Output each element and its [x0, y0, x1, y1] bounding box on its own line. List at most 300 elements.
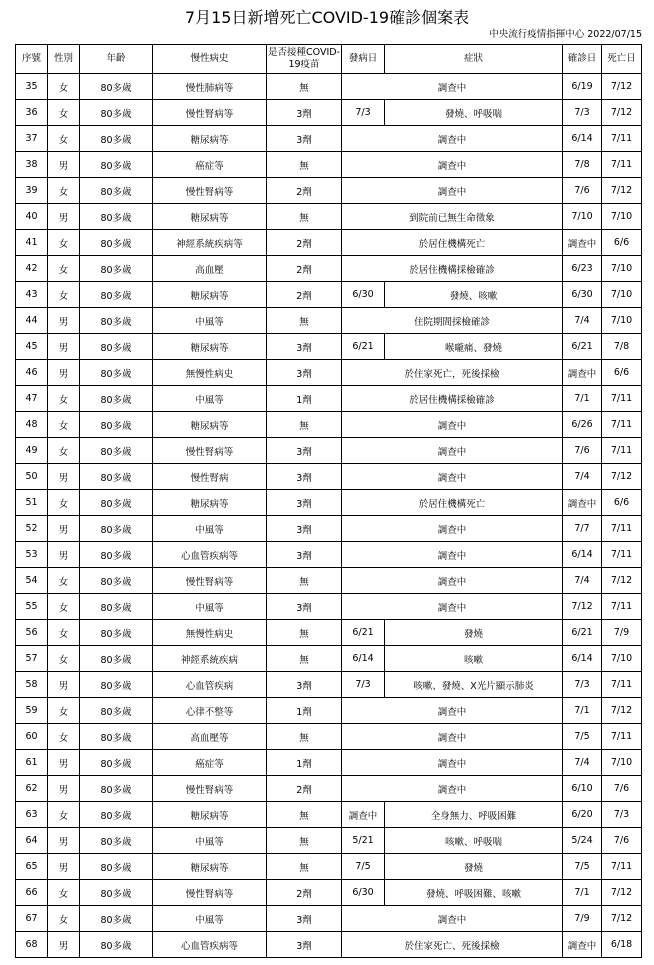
table-row	[16, 100, 642, 126]
cell-symptom: 調查中	[342, 750, 563, 776]
cell-no: 43	[16, 282, 48, 308]
cell-no: 51	[16, 490, 48, 516]
cell-sex: 男	[48, 542, 80, 568]
cell-death: 7/10	[602, 750, 642, 776]
cell-age: 80多歲	[80, 204, 153, 230]
cell-vaccine: 無	[267, 204, 342, 230]
cell-sex: 男	[48, 204, 80, 230]
table-row	[16, 724, 642, 750]
cell-no: 66	[16, 880, 48, 906]
cell-sex: 男	[48, 750, 80, 776]
header-age: 年齡	[80, 45, 153, 74]
cell-symptom: 調查中	[342, 464, 563, 490]
cell-death: 7/12	[602, 74, 642, 100]
cell-confirm: 7/4	[563, 750, 602, 776]
cell-age: 80多歲	[80, 360, 153, 386]
case-table	[15, 44, 642, 958]
cell-age: 80多歲	[80, 412, 153, 438]
cell-confirm: 7/7	[563, 516, 602, 542]
table-row	[16, 308, 642, 334]
table-header-row	[16, 45, 642, 74]
cell-confirm: 6/21	[563, 620, 602, 646]
cell-symptom: 到院前已無生命徵象	[342, 204, 563, 230]
cell-vaccine: 無	[267, 620, 342, 646]
cell-vaccine: 2劑	[267, 776, 342, 802]
cell-no: 57	[16, 646, 48, 672]
cell-death: 7/9	[602, 620, 642, 646]
cell-death: 7/11	[602, 594, 642, 620]
cell-no: 36	[16, 100, 48, 126]
cell-history: 心血管疾病等	[153, 542, 267, 568]
cell-age: 80多歲	[80, 100, 153, 126]
table-row	[16, 126, 642, 152]
cell-history: 慢性腎病等	[153, 100, 267, 126]
table-row	[16, 334, 642, 360]
cell-sex: 女	[48, 594, 80, 620]
cell-onset: 7/5	[342, 854, 385, 880]
table-row	[16, 854, 642, 880]
cell-sex: 男	[48, 334, 80, 360]
cell-history: 神經系統疾病等	[153, 230, 267, 256]
cell-history: 高血壓等	[153, 724, 267, 750]
cell-vaccine: 1劑	[267, 698, 342, 724]
cell-confirm: 6/26	[563, 412, 602, 438]
cell-confirm: 7/1	[563, 698, 602, 724]
cell-symptom: 調查中	[342, 74, 563, 100]
cell-age: 80多歲	[80, 828, 153, 854]
cell-history: 心血管疾病等	[153, 932, 267, 958]
cell-age: 80多歲	[80, 594, 153, 620]
cell-confirm: 6/21	[563, 334, 602, 360]
cell-no: 54	[16, 568, 48, 594]
cell-confirm: 7/12	[563, 594, 602, 620]
table-row	[16, 516, 642, 542]
cell-no: 39	[16, 178, 48, 204]
cell-onset: 調查中	[342, 802, 385, 828]
header-confirm: 確診日	[563, 45, 602, 74]
table-row	[16, 360, 642, 386]
cell-age: 80多歲	[80, 256, 153, 282]
cell-sex: 女	[48, 568, 80, 594]
table-row	[16, 906, 642, 932]
cell-age: 80多歲	[80, 386, 153, 412]
cell-no: 35	[16, 74, 48, 100]
cell-history: 無慢性病史	[153, 360, 267, 386]
cell-confirm: 7/6	[563, 178, 602, 204]
cell-sex: 女	[48, 906, 80, 932]
header-symptom: 症狀	[385, 45, 563, 74]
cell-no: 41	[16, 230, 48, 256]
cell-age: 80多歲	[80, 906, 153, 932]
cell-symptom: 發燒、呼吸喘	[385, 100, 563, 126]
cell-vaccine: 3劑	[267, 542, 342, 568]
cell-death: 7/10	[602, 256, 642, 282]
cell-vaccine: 3劑	[267, 516, 342, 542]
cell-vaccine: 3劑	[267, 360, 342, 386]
cell-onset: 6/14	[342, 646, 385, 672]
cell-history: 高血壓	[153, 256, 267, 282]
cell-confirm: 7/4	[563, 568, 602, 594]
cell-sex: 女	[48, 100, 80, 126]
cell-death: 7/12	[602, 100, 642, 126]
cell-symptom: 住院期間採檢確診	[342, 308, 563, 334]
cell-age: 80多歲	[80, 880, 153, 906]
cell-age: 80多歲	[80, 152, 153, 178]
cell-sex: 女	[48, 74, 80, 100]
cell-death: 7/8	[602, 334, 642, 360]
cell-no: 42	[16, 256, 48, 282]
cell-onset: 6/30	[342, 282, 385, 308]
cell-no: 67	[16, 906, 48, 932]
cell-death: 7/12	[602, 698, 642, 724]
cell-no: 62	[16, 776, 48, 802]
cell-sex: 男	[48, 464, 80, 490]
cell-no: 58	[16, 672, 48, 698]
cell-sex: 男	[48, 672, 80, 698]
cell-confirm: 調查中	[563, 490, 602, 516]
table-row	[16, 412, 642, 438]
cell-sex: 男	[48, 152, 80, 178]
cell-history: 心血管疾病	[153, 672, 267, 698]
cell-age: 80多歲	[80, 542, 153, 568]
cell-vaccine: 無	[267, 568, 342, 594]
cell-confirm: 7/9	[563, 906, 602, 932]
cell-sex: 女	[48, 880, 80, 906]
cell-onset: 5/21	[342, 828, 385, 854]
cell-death: 7/11	[602, 672, 642, 698]
cell-no: 46	[16, 360, 48, 386]
cell-history: 慢性腎病等	[153, 568, 267, 594]
cell-onset: 6/21	[342, 620, 385, 646]
table-row	[16, 750, 642, 776]
table-row	[16, 204, 642, 230]
header-onset: 發病日	[342, 45, 385, 74]
cell-vaccine: 3劑	[267, 672, 342, 698]
cell-death: 6/6	[602, 360, 642, 386]
table-row	[16, 178, 642, 204]
cell-history: 糖尿病等	[153, 490, 267, 516]
table-body	[16, 74, 642, 958]
cell-sex: 女	[48, 490, 80, 516]
cell-confirm: 7/5	[563, 724, 602, 750]
cell-confirm: 6/23	[563, 256, 602, 282]
cell-symptom: 調查中	[342, 906, 563, 932]
cell-vaccine: 1劑	[267, 750, 342, 776]
table-row	[16, 542, 642, 568]
cell-sex: 男	[48, 776, 80, 802]
cell-age: 80多歲	[80, 932, 153, 958]
cell-vaccine: 無	[267, 646, 342, 672]
cell-death: 7/11	[602, 126, 642, 152]
cell-confirm: 6/10	[563, 776, 602, 802]
table-row	[16, 594, 642, 620]
cell-sex: 女	[48, 282, 80, 308]
table-row	[16, 152, 642, 178]
cell-no: 59	[16, 698, 48, 724]
cell-sex: 女	[48, 620, 80, 646]
cell-sex: 女	[48, 698, 80, 724]
source-date: 中央流行疫情指揮中心 2022/07/15	[489, 29, 642, 40]
cell-history: 無慢性病史	[153, 620, 267, 646]
cell-age: 80多歲	[80, 776, 153, 802]
cell-confirm: 6/30	[563, 282, 602, 308]
header-vaccine: 是否接種COVID-19疫苗	[267, 45, 342, 74]
cell-history: 慢性腎病等	[153, 178, 267, 204]
cell-no: 52	[16, 516, 48, 542]
cell-no: 56	[16, 620, 48, 646]
cell-history: 心律不整等	[153, 698, 267, 724]
cell-symptom: 於居住機構死亡	[342, 490, 563, 516]
cell-onset: 7/3	[342, 100, 385, 126]
cell-symptom: 調查中	[342, 178, 563, 204]
cell-symptom: 於居住機構死亡	[342, 230, 563, 256]
table-row	[16, 646, 642, 672]
cell-vaccine: 3劑	[267, 126, 342, 152]
cell-symptom: 調查中	[342, 438, 563, 464]
cell-age: 80多歲	[80, 178, 153, 204]
cell-history: 糖尿病等	[153, 802, 267, 828]
cell-no: 48	[16, 412, 48, 438]
cell-age: 80多歲	[80, 516, 153, 542]
cell-death: 7/11	[602, 386, 642, 412]
cell-confirm: 7/3	[563, 672, 602, 698]
header-no: 序號	[16, 45, 48, 74]
cell-age: 80多歲	[80, 672, 153, 698]
table-row	[16, 932, 642, 958]
cell-history: 慢性腎病等	[153, 880, 267, 906]
cell-history: 糖尿病等	[153, 854, 267, 880]
cell-age: 80多歲	[80, 74, 153, 100]
cell-death: 7/11	[602, 412, 642, 438]
cell-symptom: 於居住機構採檢確診	[342, 256, 563, 282]
table-row	[16, 282, 642, 308]
cell-death: 7/10	[602, 282, 642, 308]
cell-no: 63	[16, 802, 48, 828]
table-row	[16, 776, 642, 802]
cell-no: 60	[16, 724, 48, 750]
cell-death: 7/12	[602, 880, 642, 906]
cell-no: 68	[16, 932, 48, 958]
cell-no: 40	[16, 204, 48, 230]
cell-vaccine: 3劑	[267, 464, 342, 490]
cell-onset: 6/21	[342, 334, 385, 360]
cell-symptom: 調查中	[342, 412, 563, 438]
cell-vaccine: 無	[267, 828, 342, 854]
cell-sex: 男	[48, 308, 80, 334]
cell-history: 中風等	[153, 906, 267, 932]
cell-death: 7/11	[602, 152, 642, 178]
cell-no: 37	[16, 126, 48, 152]
cell-symptom: 調查中	[342, 594, 563, 620]
table-row	[16, 568, 642, 594]
cell-death: 6/6	[602, 230, 642, 256]
cell-vaccine: 無	[267, 152, 342, 178]
header-history: 慢性病史	[153, 45, 267, 74]
cell-vaccine: 無	[267, 308, 342, 334]
cell-no: 49	[16, 438, 48, 464]
cell-no: 53	[16, 542, 48, 568]
cell-vaccine: 2劑	[267, 178, 342, 204]
cell-age: 80多歲	[80, 464, 153, 490]
cell-symptom: 發燒、咳嗽	[385, 282, 563, 308]
cell-age: 80多歲	[80, 620, 153, 646]
cell-onset: 7/3	[342, 672, 385, 698]
cell-onset: 6/30	[342, 880, 385, 906]
cell-vaccine: 無	[267, 854, 342, 880]
cell-history: 中風等	[153, 594, 267, 620]
cell-no: 38	[16, 152, 48, 178]
cell-sex: 男	[48, 516, 80, 542]
cell-confirm: 7/1	[563, 386, 602, 412]
cell-symptom: 咳嗽、呼吸喘	[385, 828, 563, 854]
cell-history: 中風等	[153, 516, 267, 542]
cell-age: 80多歲	[80, 334, 153, 360]
cell-history: 神經系統疾病	[153, 646, 267, 672]
page-title: 7月15日新增死亡COVID-19確診個案表	[184, 8, 470, 27]
cell-vaccine: 無	[267, 412, 342, 438]
cell-confirm: 7/4	[563, 464, 602, 490]
cell-sex: 男	[48, 854, 80, 880]
cell-symptom: 調查中	[342, 776, 563, 802]
cell-death: 7/12	[602, 906, 642, 932]
cell-death: 7/10	[602, 204, 642, 230]
cell-confirm: 6/14	[563, 646, 602, 672]
cell-symptom: 調查中	[342, 698, 563, 724]
cell-no: 65	[16, 854, 48, 880]
cell-age: 80多歲	[80, 282, 153, 308]
header-sex: 性別	[48, 45, 80, 74]
cell-confirm: 7/1	[563, 880, 602, 906]
cell-death: 7/6	[602, 776, 642, 802]
header-death: 死亡日	[602, 45, 642, 74]
cell-death: 7/12	[602, 178, 642, 204]
cell-sex: 女	[48, 724, 80, 750]
table-row	[16, 230, 642, 256]
cell-vaccine: 3劑	[267, 438, 342, 464]
cell-confirm: 7/5	[563, 854, 602, 880]
cell-symptom: 全身無力、呼吸困難	[385, 802, 563, 828]
cell-history: 慢性腎病等	[153, 776, 267, 802]
cell-history: 癌症等	[153, 152, 267, 178]
table-row	[16, 256, 642, 282]
cell-vaccine: 2劑	[267, 256, 342, 282]
table-row	[16, 698, 642, 724]
cell-sex: 男	[48, 932, 80, 958]
cell-death: 7/6	[602, 828, 642, 854]
cell-vaccine: 無	[267, 724, 342, 750]
cell-confirm: 5/24	[563, 828, 602, 854]
cell-sex: 女	[48, 412, 80, 438]
cell-age: 80多歲	[80, 438, 153, 464]
cell-symptom: 於住家死亡、死後採檢	[342, 932, 563, 958]
cell-confirm: 7/3	[563, 100, 602, 126]
table-row	[16, 386, 642, 412]
cell-vaccine: 無	[267, 802, 342, 828]
cell-vaccine: 3劑	[267, 932, 342, 958]
cell-vaccine: 無	[267, 74, 342, 100]
cell-history: 慢性腎病等	[153, 438, 267, 464]
table-row	[16, 672, 642, 698]
cell-death: 7/11	[602, 516, 642, 542]
cell-vaccine: 3劑	[267, 334, 342, 360]
cell-age: 80多歲	[80, 802, 153, 828]
cell-vaccine: 3劑	[267, 594, 342, 620]
cell-death: 6/18	[602, 932, 642, 958]
cell-symptom: 調查中	[342, 126, 563, 152]
cell-no: 44	[16, 308, 48, 334]
cell-death: 7/3	[602, 802, 642, 828]
cell-confirm: 7/8	[563, 152, 602, 178]
cell-no: 61	[16, 750, 48, 776]
cell-confirm: 6/19	[563, 74, 602, 100]
table-row	[16, 828, 642, 854]
cell-sex: 男	[48, 360, 80, 386]
cell-history: 糖尿病等	[153, 334, 267, 360]
cell-death: 7/11	[602, 724, 642, 750]
cell-confirm: 6/14	[563, 542, 602, 568]
cell-confirm: 調查中	[563, 230, 602, 256]
cell-age: 80多歲	[80, 568, 153, 594]
cell-history: 糖尿病等	[153, 412, 267, 438]
cell-symptom: 發燒、呼吸困難、咳嗽	[385, 880, 563, 906]
cell-vaccine: 3劑	[267, 906, 342, 932]
cell-death: 6/6	[602, 490, 642, 516]
table-row	[16, 438, 642, 464]
cell-death: 7/11	[602, 438, 642, 464]
table-row	[16, 74, 642, 100]
cell-no: 50	[16, 464, 48, 490]
cell-death: 7/10	[602, 646, 642, 672]
cell-sex: 女	[48, 256, 80, 282]
cell-history: 中風等	[153, 386, 267, 412]
cell-vaccine: 3劑	[267, 100, 342, 126]
cell-vaccine: 1劑	[267, 386, 342, 412]
table-row	[16, 880, 642, 906]
table-row	[16, 464, 642, 490]
cell-vaccine: 2劑	[267, 230, 342, 256]
cell-history: 慢性腎病	[153, 464, 267, 490]
cell-sex: 女	[48, 802, 80, 828]
cell-confirm: 7/4	[563, 308, 602, 334]
cell-symptom: 喉嚨痛、發燒	[385, 334, 563, 360]
cell-symptom: 發燒	[385, 854, 563, 880]
cell-history: 糖尿病等	[153, 282, 267, 308]
cell-age: 80多歲	[80, 308, 153, 334]
cell-symptom: 咳嗽、發燒、X光片顯示肺炎	[385, 672, 563, 698]
cell-sex: 女	[48, 438, 80, 464]
cell-vaccine: 2劑	[267, 880, 342, 906]
cell-age: 80多歲	[80, 698, 153, 724]
cell-death: 7/11	[602, 542, 642, 568]
cell-age: 80多歲	[80, 750, 153, 776]
cell-death: 7/11	[602, 854, 642, 880]
cell-symptom: 調查中	[342, 724, 563, 750]
cell-history: 中風等	[153, 308, 267, 334]
cell-no: 64	[16, 828, 48, 854]
cell-confirm: 調查中	[563, 932, 602, 958]
cell-confirm: 6/14	[563, 126, 602, 152]
cell-symptom: 發燒	[385, 620, 563, 646]
cell-symptom: 調查中	[342, 516, 563, 542]
cell-symptom: 咳嗽	[385, 646, 563, 672]
cell-death: 7/12	[602, 568, 642, 594]
cell-confirm: 6/20	[563, 802, 602, 828]
table-row	[16, 620, 642, 646]
cell-symptom: 調查中	[342, 542, 563, 568]
cell-sex: 男	[48, 828, 80, 854]
cell-history: 中風等	[153, 828, 267, 854]
cell-age: 80多歲	[80, 646, 153, 672]
